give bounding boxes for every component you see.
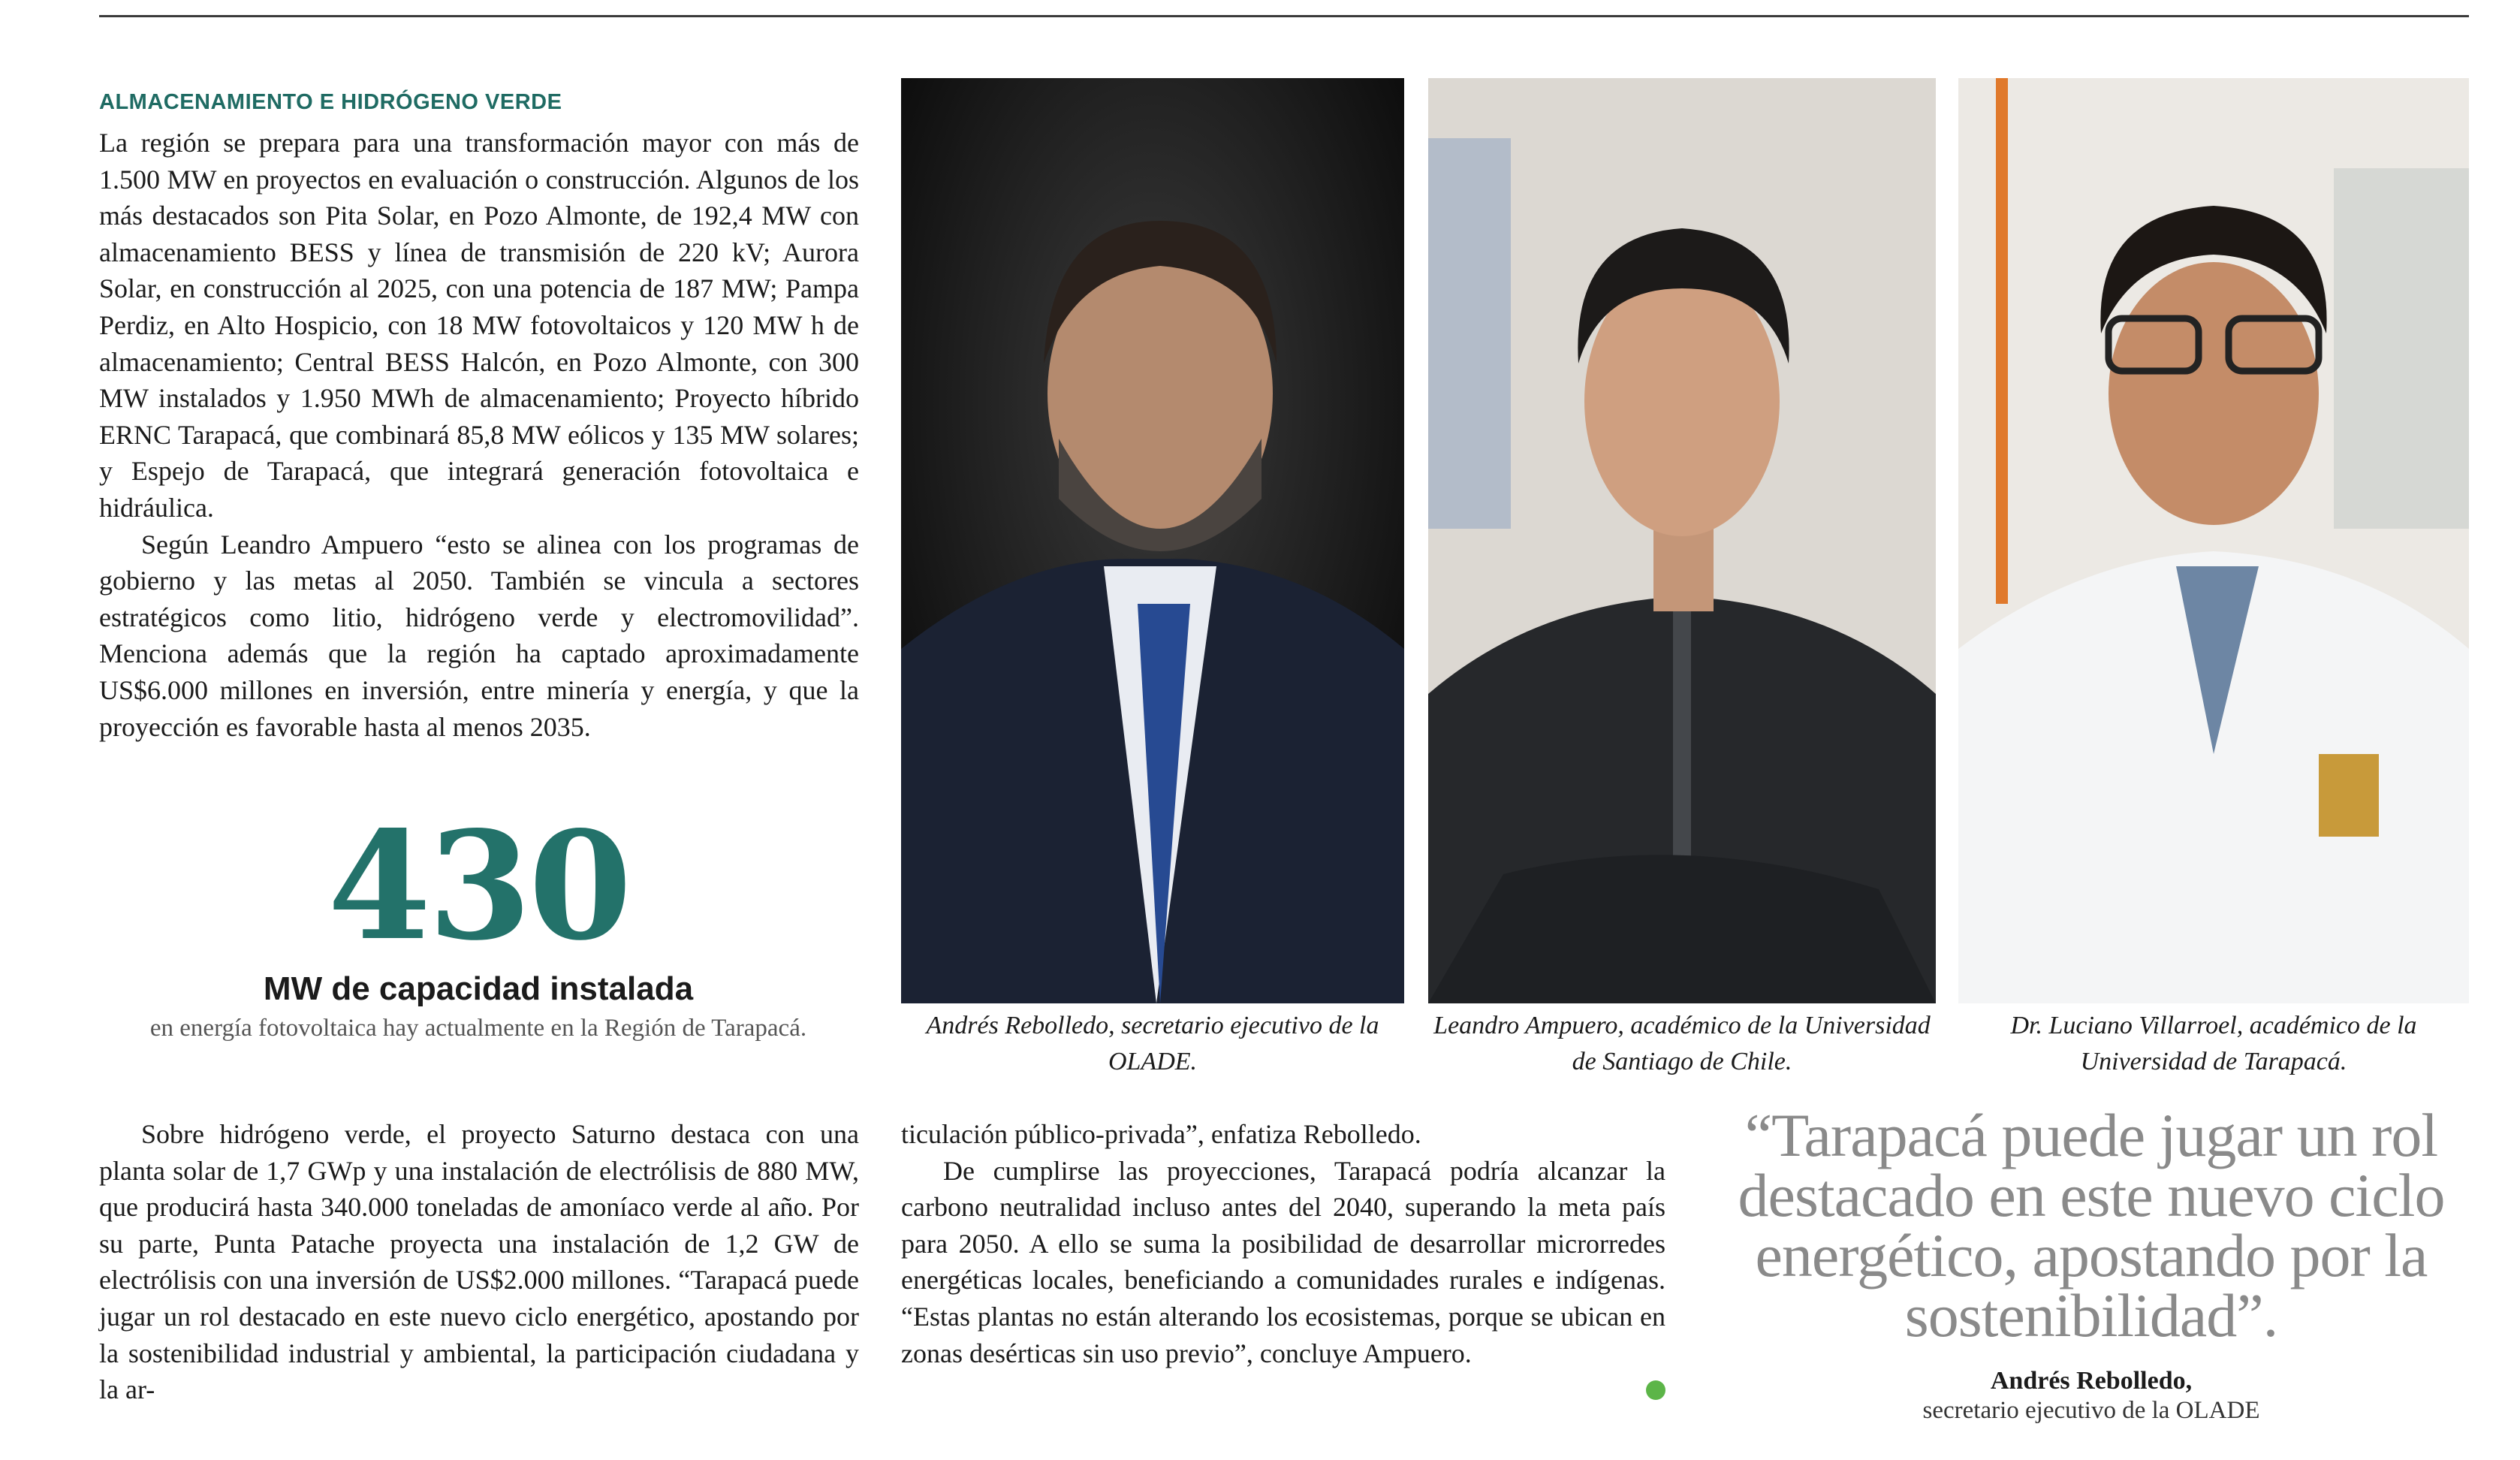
paragraph: La región se prepara para una transformación mayor con más de 1.500 MW en proyectos en evaluación o construcción. Algunos de los más destacados son Pita Solar, en Pozo Almonte, de 192,4 MW con almacenamiento BESS y línea de transmisión de 220 kV; Aurora Solar, en construcción al 2025, con una potencia de 187 MW; Pampa Perdiz, en Alto Hospicio, con 18 MW fotovoltaicos y 120 MW h de almacenamiento; Central BESS Halcón, en Pozo Almonte, con 300 MW instalados y 1.950 MWh de almacenamiento; Proyecto híbrido ERNC Tarapacá, que combinará 85,8 MW eólicos y 135 MW solares; y Espejo de Tarapacá, que integrará generación fotovoltaica e hidráulica. (99, 128, 859, 523)
photo-caption: Dr. Luciano Villarroel, académico de la Universidad de Tarapacá. (2010, 1012, 2417, 1075)
highlight-number: 430 (327, 798, 629, 973)
quote-role: secretario ejecutivo de la OLADE (1922, 1397, 2260, 1424)
photo-andres-rebolledo (901, 78, 1404, 1003)
paragraph: Según Leandro Ampuero “esto se alinea con los programas de gobierno y las metas al 2050. También se vincula a sectores estratégicos como litio, hidrógeno verde y electromovilidad”. Menciona además que la región ha captado aproximadamente US$6.000 millones en inversión, entre minería y energía, y que la proyección es favorable hasta al menos 2035. (99, 529, 859, 742)
section-title: ALMACENAMIENTO E HIDRÓGENO VERDE (99, 90, 562, 114)
photo-leandro-ampuero (1428, 78, 1936, 1003)
paragraph: ticulación público-privada”, enfatiza Rebolledo. (901, 1119, 1421, 1149)
photo-luciano-villarroel (1958, 78, 2469, 1003)
column-1-top-text (99, 125, 859, 745)
photo-caption: Leandro Ampuero, académico de la Universidad de Santiago de Chile. (1433, 1012, 1931, 1075)
pull-quote: “Tarapacá puede jugar un rol destacado en este nuevo ciclo energético, apostando por la sostenibilidad”. (1738, 1101, 2445, 1350)
top-rule (99, 15, 2469, 17)
photo-caption: Andrés Rebolledo, secretario ejecutivo de la OLADE. (926, 1012, 1379, 1075)
end-of-article-dot-icon (1646, 1380, 1665, 1400)
column-2-bottom-text (901, 1116, 1665, 1371)
highlight-description: en energía fotovoltaica hay actualmente en la Región de Tarapacá. (149, 1015, 807, 1042)
paragraph: De cumplirse las proyecciones, Tarapacá podría alcanzar la carbono neutralidad incluso antes del 2040, superando la meta país para 2050. A ello se suma la posibilidad de desarrollar microrredes energéticas locales, beneficiando a comunidades rurales e indígenas. “Estas plantas no están alterando los ecosistemas, porque se ubican en zonas desérticas sin uso previo”, concluye Ampuero. (901, 1155, 1665, 1368)
column-1-bottom-text (99, 1116, 859, 1408)
quote-author: Andrés Rebolledo, (1990, 1367, 2193, 1395)
highlight-label: MW de capacidad instalada (263, 970, 694, 1007)
paragraph: Sobre hidrógeno verde, el proyecto Saturno destaca con una planta solar de 1,7 GWp y una instalación de electrólisis de 880 MW, que producirá hasta 340.000 toneladas de amoníaco verde al año. Por su parte, Punta Patache proyecta una instalación de 1,2 GW de electrólisis con una inversión de US$2.000 millones. “Tarapacá puede jugar un rol destacado en este nuevo ciclo energético, apostando por la sostenibilidad industrial y ambiental, la participación ciudadana y la ar- (99, 1119, 859, 1405)
